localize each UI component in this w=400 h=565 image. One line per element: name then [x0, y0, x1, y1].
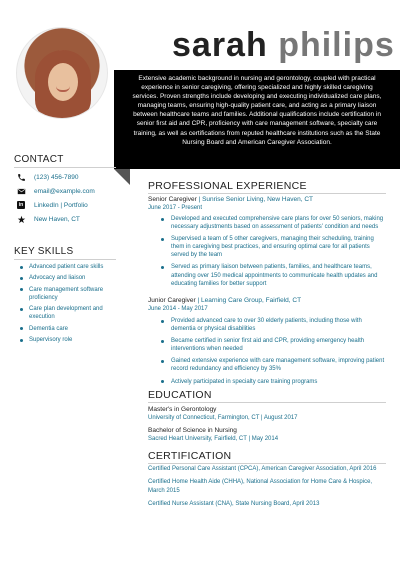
certification-item: Certified Home Health Aide (CHHA), National Association for Home Care & Hospice, March 2015	[148, 479, 373, 494]
job-org-text: | Learning Care Group, Fairfield, CT	[195, 297, 302, 304]
skill-item: Advanced patient care skills	[20, 263, 120, 271]
contact-email-text: email@example.com	[34, 187, 95, 195]
education-degree-2: Bachelor of Science in Nursing	[148, 427, 237, 434]
job-title-2	[148, 297, 301, 304]
experience-heading: PROFESSIONAL EXPERIENCE	[148, 180, 307, 192]
location-icon	[16, 214, 26, 224]
skill-item: Care plan development and execution	[20, 305, 120, 321]
linkedin-glyph: in	[18, 202, 24, 208]
linkedin-icon	[16, 200, 26, 210]
contact-heading: CONTACT	[14, 154, 64, 165]
job-bullet: Gained extensive experience with care management software, improving patient record redundancy and efficiency by 35%	[161, 357, 387, 373]
contact-location	[16, 214, 80, 224]
job-bullet: Served as primary liaison between patients, families, and healthcare teams, attending over 150 medical appointments to communicate health updates and educating families for better support	[161, 263, 387, 287]
contact-email[interactable]	[16, 186, 95, 196]
job-bullets-1	[161, 215, 387, 292]
summary-fold-decoration	[114, 169, 130, 185]
job-title-text: Senior Caregiver	[148, 196, 197, 203]
profile-photo	[16, 27, 108, 119]
contact-linkedin-text: LinkedIn | Portfolio	[34, 201, 88, 209]
job-bullet: Actively participated in specialty care training programs	[161, 378, 387, 386]
contact-divider	[14, 167, 116, 168]
education-heading: EDUCATION	[148, 389, 212, 401]
summary-box	[114, 70, 400, 169]
education-degree-1: Master's in Gerontology	[148, 406, 217, 413]
experience-divider	[148, 193, 386, 194]
summary-text: Extensive academic background in nursing and gerontology, coupled with practical experience in senior caregiving, offering specialized and highly skilled caregiving services. Proven strengths include developing and executing individualized care plans, managing teams, ensuring high-quality patient care, and acting as a primary liaison between healthcare teams and families. Additional qualifications include certification in senior first aid and CPR, proficiency with care management software, specialty care training, as well as certifications from reputed healthcare institutions such as the State Nursing Board and American Caregiver Association.	[132, 75, 382, 146]
job-bullets-2	[161, 317, 387, 390]
skill-item: Care management software proficiency	[20, 286, 120, 302]
skill-item: Dementia care	[20, 325, 120, 333]
certification-item: Certified Nurse Assistant (CNA), State Nursing Board, April 2013	[148, 501, 320, 508]
job-title-1	[148, 196, 313, 203]
job-org-text: | Sunrise Senior Living, New Haven, CT	[196, 196, 313, 203]
education-school-2: Sacred Heart University, Fairfield, CT | May 2014	[148, 436, 279, 442]
skills-list	[20, 263, 120, 348]
skill-item: Advocacy and liaison	[20, 274, 120, 282]
job-bullet: Became certified in senior first aid and CPR, providing emergency health interventions when needed	[161, 337, 387, 353]
job-bullet: Supervised a team of 5 other caregivers, managing their scheduling, training them in caregiving best practices, and ensuring optimal care for all patients served by the team	[161, 235, 387, 259]
contact-phone[interactable]	[16, 172, 78, 182]
contact-phone-text: (123) 456-7890	[34, 173, 79, 181]
phone-icon	[16, 172, 26, 182]
first-name: sarah	[172, 26, 268, 64]
email-icon	[16, 186, 26, 196]
education-school-1: University of Connecticut, Farmington, CT | August 2017	[148, 415, 298, 421]
job-bullet: Provided advanced care to over 30 elderly patients, including those with dementia or physical disabilities	[161, 317, 387, 333]
skills-heading: KEY SKILLS	[14, 246, 74, 257]
certification-list	[148, 465, 388, 514]
job-dates-2: June 2014 - May 2017	[148, 306, 208, 312]
job-bullet: Developed and executed comprehensive care plans for over 50 seniors, making necessary adjustments based on assessment of patients' condition and needs	[161, 215, 387, 231]
certification-item: Certified Personal Care Assistant (CPCA), American Caregiver Association, April 2016	[148, 466, 377, 472]
candidate-name	[172, 26, 395, 65]
last-name: philips	[278, 26, 395, 64]
education-divider	[148, 402, 386, 403]
certification-divider	[148, 463, 386, 464]
skill-item: Supervisory role	[20, 336, 120, 344]
job-dates-1: June 2017 - Present	[148, 205, 203, 211]
skills-divider	[14, 259, 116, 260]
job-title-text: Junior Caregiver	[148, 297, 196, 304]
contact-location-text: New Haven, CT	[34, 215, 80, 223]
contact-linkedin[interactable]	[16, 200, 88, 210]
certification-heading: CERTIFICATION	[148, 450, 232, 462]
